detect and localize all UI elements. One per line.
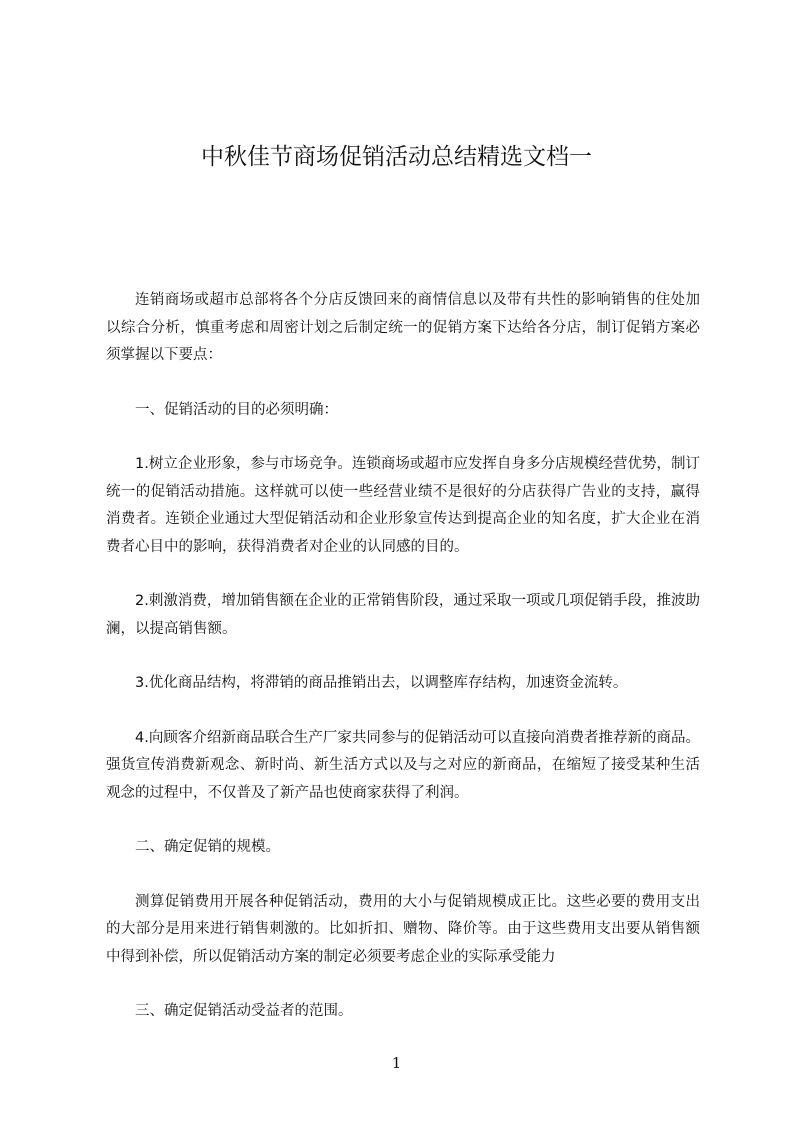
- document-body: [106, 287, 700, 1026]
- paragraph-point-4: 4.向顾客介绍新商品联合生产厂家共同参与的促销活动可以直接向消费者推荐新的商品。强货宣传消费新观念、新时尚、新生活方式以及与之对应的新商品，在缩短了接受某种生活观念的过程中，不仅普及了新产品也使商家获得了利润。: [106, 729, 700, 801]
- paragraph-point-2: 2.刺激消费，增加销售额在企业的正常销售阶段，通过采取一项或几项促销手段，推波助澜，以提高销售额。: [106, 593, 700, 637]
- section-heading-2: 二、确定促销的规模。: [135, 839, 280, 855]
- document-title: 中秋佳节商场促销活动总结精选文档一: [201, 144, 592, 170]
- section-heading-1: 一、促销活动的目的必须明确：: [135, 401, 338, 418]
- paragraph-intro: 连销商场或超市总部将各个分店反馈回来的商情信息以及带有共性的影响销售的住处加以综合分析，慎重考虑和周密计划之后制定统一的促销方案下达给各分店，制订促销方案必须掌握以下要点：: [106, 292, 700, 363]
- section-heading-3: 三、确定促销活动受益者的范围。: [135, 1003, 353, 1019]
- paragraph-cost: 测算促销费用开展各种促销活动，费用的大小与促销规模成正比。这些必要的费用支出的大部分是用来进行销售刺激的。比如折扣、赠物、降价等。由于这些费用支出要从销售额中得到补偿，所以促销活动方案的制定必须要考虑企业的实际承受能力: [106, 893, 700, 965]
- paragraph-point-1: 1.树立企业形象，参与市场竞争。连锁商场或超市应发挥自身多分店规模经营优势，制订统一的促销活动措施。这样就可以使一些经营业绩不是很好的分店获得广告业的支持，赢得消费者。连锁企业通过大型促销活动和企业形象宣传达到提高企业的知名度，扩大企业在消费者心目中的影响，获得消费者对企业的认同感的目的。: [106, 456, 700, 555]
- paragraph-point-3: 3.优化商品结构，将滞销的商品推销出去，以调整库存结构，加速资金流转。: [135, 675, 628, 691]
- page-number: 1: [391, 1054, 402, 1072]
